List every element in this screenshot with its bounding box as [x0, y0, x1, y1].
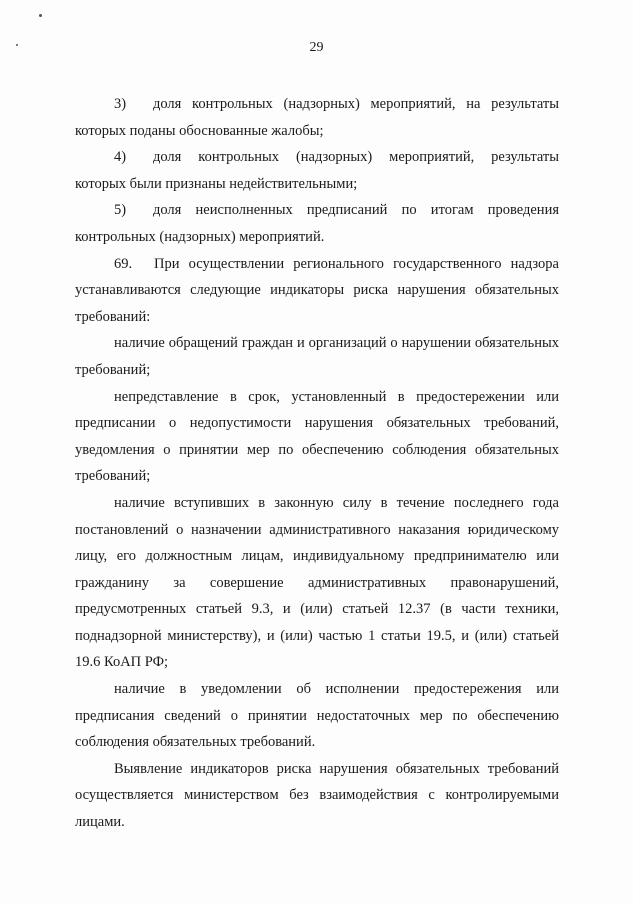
paragraph: непредставление в срок, установленный в предостережении или предписании о недопустимости нарушения обязательных требований, уведомления о принятии мер по обеспечению соблюдения обязательных требований;	[75, 388, 559, 485]
page-number: 29	[309, 40, 324, 55]
item-number: 4)	[114, 149, 127, 166]
item-number: 5)	[114, 202, 127, 219]
paragraph-text: доля контрольных (надзорных) мероприятий, результаты которых были признаны недействительными;	[75, 149, 559, 192]
list-item-3	[75, 91, 559, 144]
paragraph: наличие обращений граждан и организаций о нарушении обязательных требований;	[75, 335, 559, 378]
scan-speck	[39, 14, 42, 17]
clause-number: 69.	[114, 255, 133, 272]
paragraph: наличие вступивших в законную силу в течение последнего года постановлений о назначении административного наказания юридическому лицу, его должностным лицам, индивидуальному предпринимателю или гражданину за совершение административных правонарушений, предусмотренных статьей 9.3, и (или) статьей 12.37 (в части техники, поднадзорной министерству), и (или) частью 1 статьи 19.5, и (или) статьей 19.6 КоАП РФ;	[75, 494, 559, 671]
paragraph-text: доля контрольных (надзорных) мероприятий, на результаты которых поданы обоснованные жалобы;	[75, 96, 559, 139]
paragraph-text: При осуществлении регионального государственного надзора устанавливаются следующие индикаторы риска нарушения обязательных требований:	[75, 255, 559, 325]
clause-69	[75, 251, 559, 331]
item-number: 3)	[114, 96, 127, 112]
paragraph-text: доля неисполненных предписаний по итогам проведения контрольных (надзорных) мероприятий.	[75, 202, 559, 245]
list-item-4	[75, 144, 559, 197]
document-body	[75, 91, 559, 836]
paragraph: Выявление индикаторов риска нарушения обязательных требований осуществляется министерством без взаимодействия с контролируемыми лицами.	[75, 760, 559, 831]
paragraph: наличие в уведомлении об исполнении предостережения или предписания сведений о принятии недостаточных мер по обеспечению соблюдения обязательных требований.	[75, 681, 559, 751]
list-item-5	[75, 197, 559, 250]
